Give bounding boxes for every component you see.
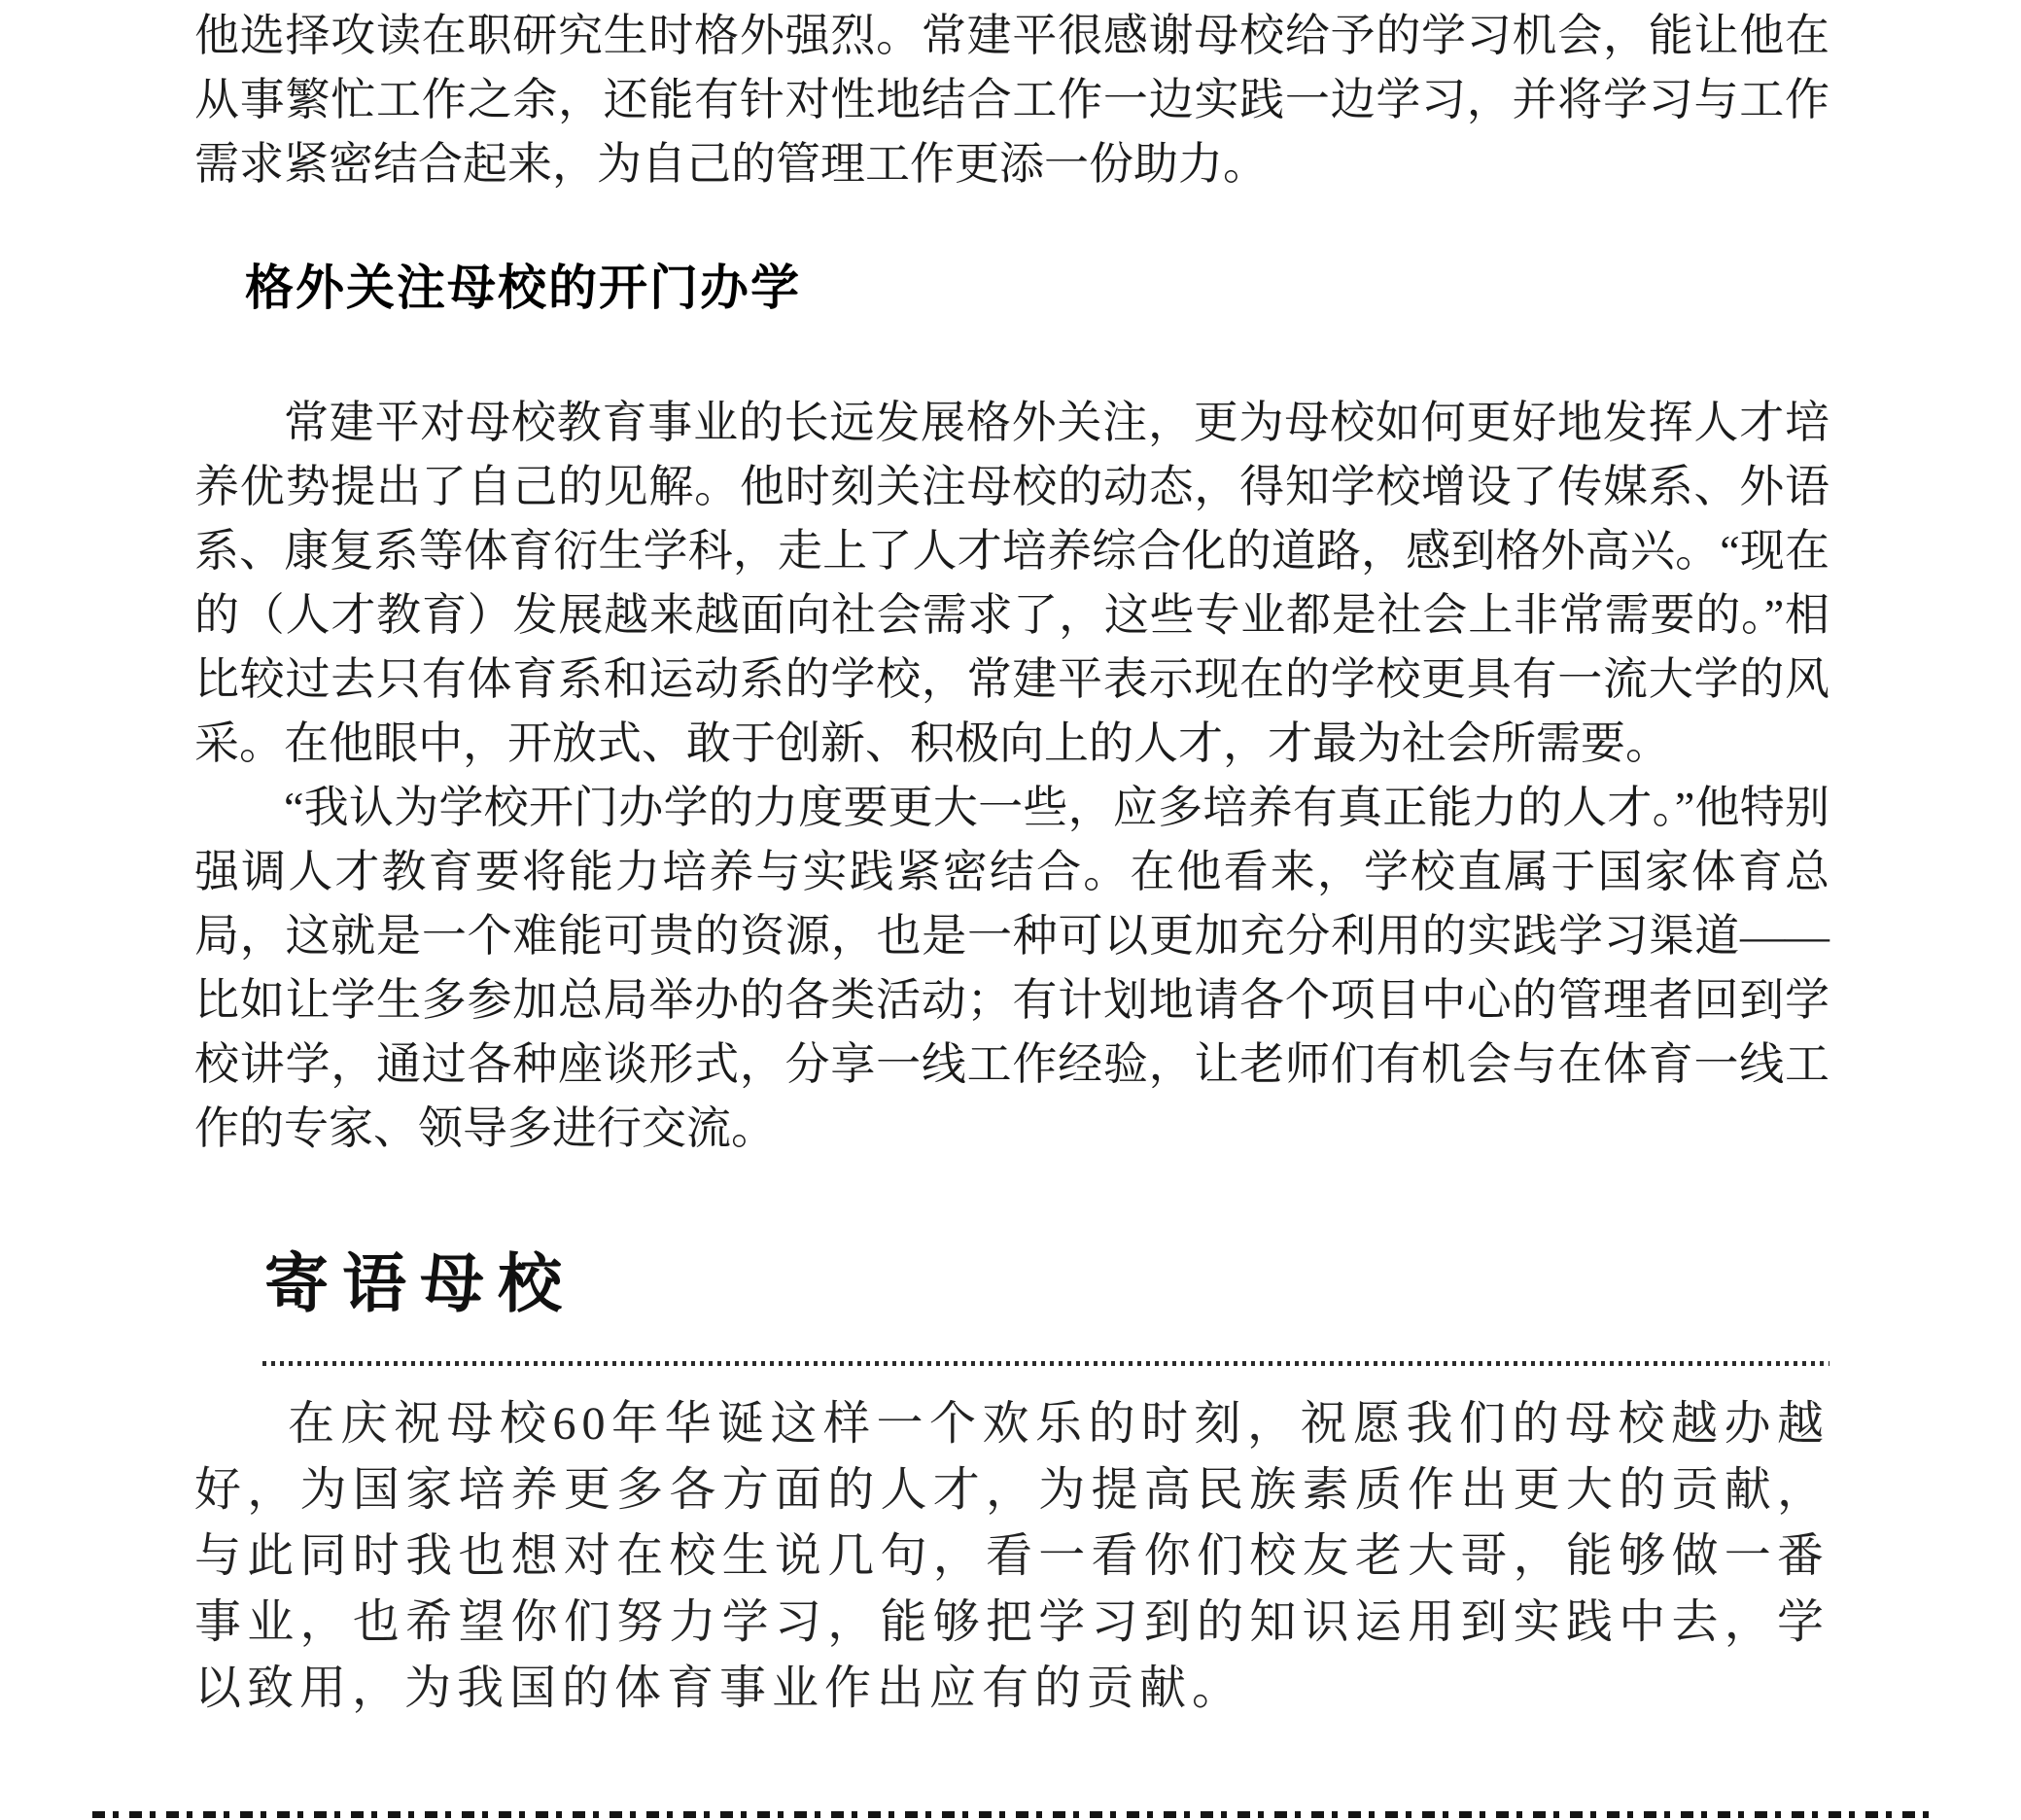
text-column <box>194 0 1829 1722</box>
paragraph-open-education-opinion: “我认为学校开门办学的力度要更大一些，应多培养有真正能力的人才。”他特别强调人才教育要将能力培养与实践紧密结合。在他看来，学校直属于国家体育总局，这就是一个难能可贵的资源，也是一种可以更加充分利用的实践学习渠道——比如让学生多参加总局举办的各类活动；有计划地请各个项目中心的管理者回到学校讲学，通过各种座谈形式，分享一线工作经验，让老师们有机会与在体育一线工作的专家、领导多进行交流。 <box>194 783 1829 1153</box>
dotted-divider <box>262 1361 1829 1366</box>
intro-paragraph: 他选择攻读在职研究生时格外强烈。常建平很感谢母校给予的学习机会，能让他在从事繁忙工作之余，还能有针对性地结合工作一边实践一边学习，并将学习与工作需求紧密结合起来，为自己的管理工作更添一份助力。 <box>194 11 1829 189</box>
paragraph-alma-mater-development: 常建平对母校教育事业的长远发展格外关注，更为母校如何更好地发挥人才培养优势提出了自己的见解。他时刻关注母校的动态，得知学校增设了传媒系、外语系、康复系等体育衍生学科，走上了人才培养综合化的道路，感到格外高兴。“现在的（人才教育）发展越来越面向社会需求了，这些专业都是社会上非常需要的。”相比较过去只有体育系和运动系的学校，常建平表示现在的学校更具有一流大学的风采。在他眼中，开放式、敢于创新、积极向上的人才，才最为社会所需要。 <box>194 398 1829 768</box>
section-heading-open-education: 格外关注母校的开门办学 <box>245 261 801 315</box>
bottom-cropped-text-line <box>92 1811 1929 1818</box>
script-heading-message-to-alma-mater: 寄语母校 <box>264 1245 575 1321</box>
paragraph-congratulation-message: 在庆祝母校60年华诞这样一个欢乐的时刻，祝愿我们的母校越办越好，为国家培养更多各方面的人才，为提高民族素质作出更大的贡献，与此同时我也想对在校生说几句，看一看你们校友老大哥，能够做一番事业，也希望你们努力学习，能够把学习到的知识运用到实践中去，学以致用，为我国的体育事业作出应有的贡献。 <box>194 1398 1829 1714</box>
